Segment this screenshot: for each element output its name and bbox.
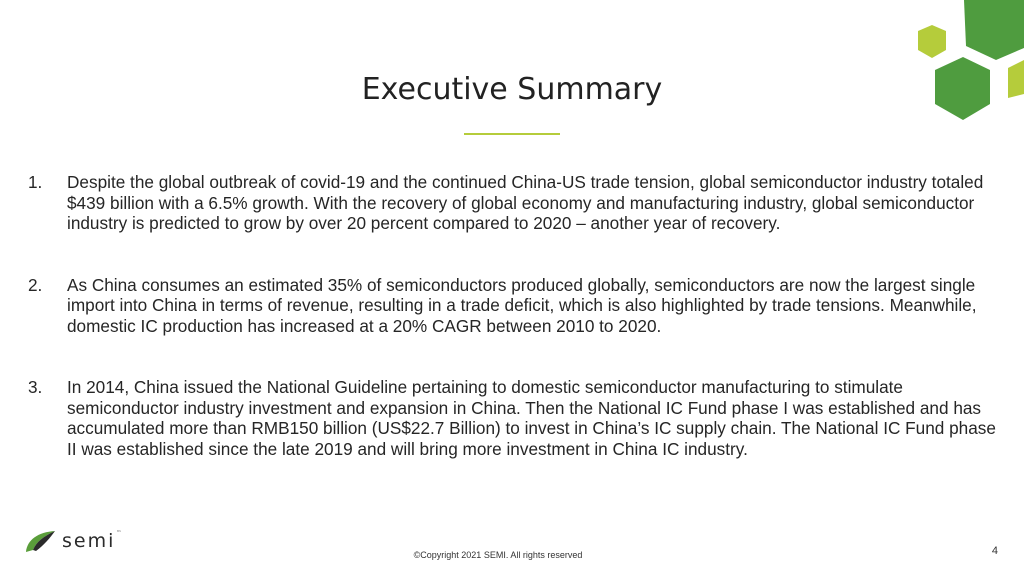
list-item-number: 1. — [28, 172, 43, 192]
title-underline — [464, 133, 560, 135]
list-item-number: 3. — [28, 377, 43, 397]
summary-list — [28, 172, 998, 459]
hexagon-small-lime — [918, 25, 946, 58]
page-number: 4 — [991, 545, 998, 557]
logo-wordmark: semi™ — [62, 530, 122, 552]
list-item-text: In 2014, China issued the National Guideline pertaining to domestic semiconductor manufacturing to stimulate semiconductor industry investment and expansion in China. Then the National IC Fund phase I was established and has accumulated more than RMB150 billion (US$22.7 Billion) to invest in China’s IC supply chain. The National IC Fund phase II was established since the late 2019 and will bring more investment in China IC industry. — [67, 377, 996, 459]
list-item — [28, 172, 998, 234]
slide-title: Executive Summary — [361, 72, 663, 107]
copyright-notice: ©Copyright 2021 SEMI. All rights reserved — [413, 550, 583, 560]
list-item — [28, 275, 998, 337]
list-item-number: 2. — [28, 274, 43, 295]
list-item-text: As China consumes an estimated 35% of semiconductors produced globally, semiconductors are now the largest single import into China in terms of revenue, resulting in a trade deficit, which is also highlighted by trade tensions. Meanwhile, domestic IC production has increased at a 20% CAGR between 2010 to 2020. — [67, 274, 977, 336]
trademark-mark: ™ — [116, 530, 122, 536]
hexagon-decoration — [904, 0, 1024, 130]
hexagon-large-top — [964, 0, 1024, 60]
list-item-text: Despite the global outbreak of covid-19 and the continued China-US trade tension, global semiconductor industry totaled $439 billion with a 6.5% growth. With the recovery of global economy and manufacturing industry, global semiconductor industry is predicted to grow by over 20 percent compared to 2020 – another year of recovery. — [67, 172, 984, 233]
list-item — [28, 377, 998, 459]
